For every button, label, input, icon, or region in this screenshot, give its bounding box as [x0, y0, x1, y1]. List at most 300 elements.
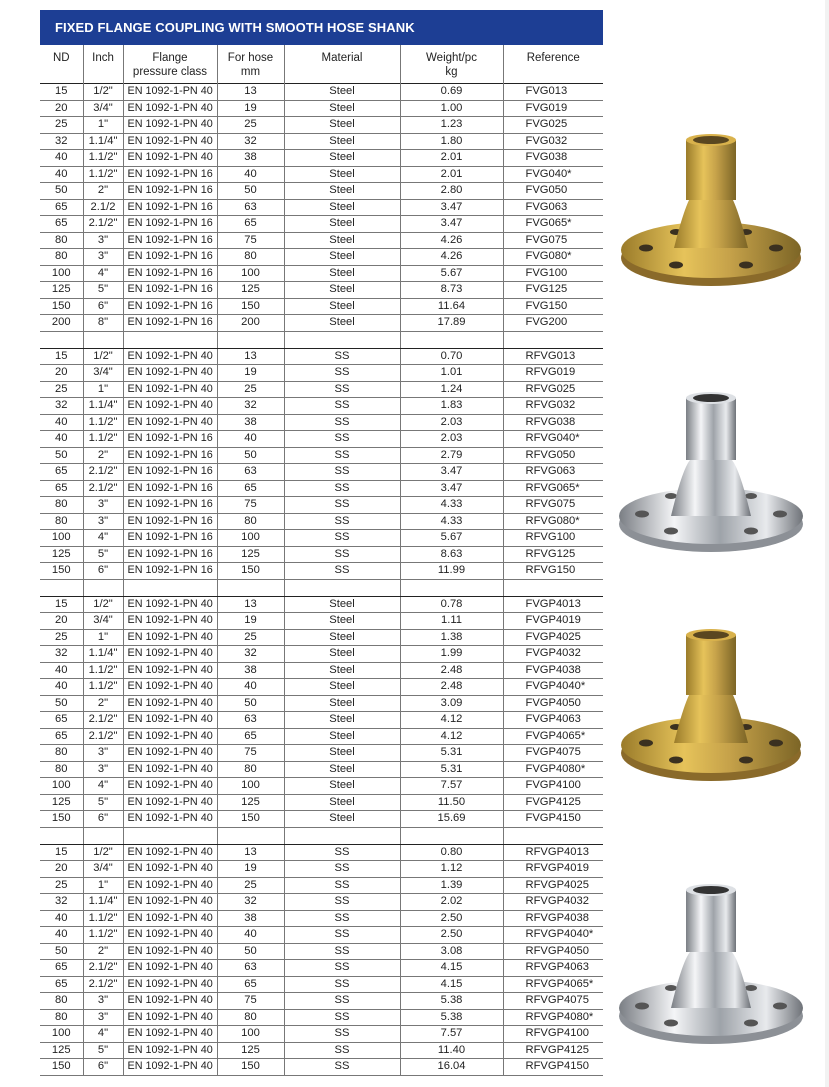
separator-cell	[83, 827, 123, 844]
inch-cell: 1.1/2"	[83, 414, 123, 431]
separator-cell	[217, 579, 284, 596]
weight-cell: 1.83	[400, 398, 503, 415]
separator-cell	[284, 331, 400, 348]
weight-cell: 4.26	[400, 249, 503, 266]
reference-cell: RFVGP4038	[503, 910, 603, 927]
hose-size-cell: 50	[217, 943, 284, 960]
flange-class-cell: EN 1092-1-PN 40	[123, 960, 217, 977]
zinc-plated-coupling-image-1	[616, 130, 806, 300]
reference-cell: FVG050	[503, 183, 603, 200]
hose-size-cell: 19	[217, 861, 284, 878]
nd-cell: 50	[40, 447, 83, 464]
material-cell: SS	[284, 927, 400, 944]
col-header-flange: Flange pressure class	[123, 45, 217, 84]
nd-cell: 100	[40, 265, 83, 282]
separator-cell	[503, 579, 603, 596]
table-row	[40, 778, 603, 795]
hose-size-cell: 50	[217, 183, 284, 200]
hose-size-cell: 63	[217, 960, 284, 977]
table-row	[40, 84, 603, 101]
material-cell: SS	[284, 530, 400, 547]
table-row	[40, 646, 603, 663]
weight-cell: 4.15	[400, 960, 503, 977]
table-row	[40, 497, 603, 514]
material-cell: SS	[284, 910, 400, 927]
hose-size-cell: 150	[217, 811, 284, 828]
flange-class-cell: EN 1092-1-PN 40	[123, 1059, 217, 1076]
material-cell: Steel	[284, 133, 400, 150]
material-cell: SS	[284, 1009, 400, 1026]
hose-size-cell: 125	[217, 546, 284, 563]
separator-cell	[83, 331, 123, 348]
nd-cell: 32	[40, 133, 83, 150]
weight-cell: 2.48	[400, 662, 503, 679]
nd-cell: 80	[40, 513, 83, 530]
table-row	[40, 183, 603, 200]
inch-cell: 6"	[83, 298, 123, 315]
material-cell: SS	[284, 1026, 400, 1043]
weight-cell: 1.11	[400, 613, 503, 630]
material-cell: Steel	[284, 695, 400, 712]
nd-cell: 32	[40, 894, 83, 911]
flange-class-cell: EN 1092-1-PN 40	[123, 811, 217, 828]
inch-cell: 1"	[83, 629, 123, 646]
weight-cell: 1.39	[400, 877, 503, 894]
flange-class-cell: EN 1092-1-PN 40	[123, 976, 217, 993]
flange-class-cell: EN 1092-1-PN 16	[123, 563, 217, 580]
separator-cell	[503, 331, 603, 348]
material-cell: Steel	[284, 662, 400, 679]
hose-size-cell: 80	[217, 249, 284, 266]
inch-cell: 2"	[83, 447, 123, 464]
hose-size-cell: 13	[217, 596, 284, 613]
nd-cell: 20	[40, 100, 83, 117]
hose-size-cell: 25	[217, 381, 284, 398]
material-cell: Steel	[284, 679, 400, 696]
hose-size-cell: 25	[217, 117, 284, 134]
inch-cell: 3/4"	[83, 613, 123, 630]
inch-cell: 6"	[83, 563, 123, 580]
inch-cell: 3"	[83, 249, 123, 266]
material-cell: Steel	[284, 100, 400, 117]
flange-class-cell: EN 1092-1-PN 40	[123, 348, 217, 365]
material-cell: Steel	[284, 298, 400, 315]
material-cell: Steel	[284, 315, 400, 332]
flange-class-cell: EN 1092-1-PN 40	[123, 100, 217, 117]
inch-cell: 3/4"	[83, 861, 123, 878]
weight-cell: 1.99	[400, 646, 503, 663]
reference-cell: RFVGP4100	[503, 1026, 603, 1043]
inch-cell: 4"	[83, 778, 123, 795]
separator-cell	[40, 827, 83, 844]
material-cell: SS	[284, 1042, 400, 1059]
inch-cell: 1.1/4"	[83, 894, 123, 911]
hose-size-cell: 125	[217, 1042, 284, 1059]
flange-class-cell: EN 1092-1-PN 16	[123, 216, 217, 233]
flange-class-cell: EN 1092-1-PN 40	[123, 596, 217, 613]
material-cell: SS	[284, 877, 400, 894]
hose-size-cell: 63	[217, 199, 284, 216]
nd-cell: 25	[40, 117, 83, 134]
nd-cell: 40	[40, 150, 83, 167]
hose-size-cell: 100	[217, 1026, 284, 1043]
material-cell: Steel	[284, 150, 400, 167]
weight-cell: 1.01	[400, 365, 503, 382]
reference-cell: FVGP4019	[503, 613, 603, 630]
flange-class-cell: EN 1092-1-PN 40	[123, 365, 217, 382]
weight-cell: 1.24	[400, 381, 503, 398]
inch-cell: 1.1/2"	[83, 150, 123, 167]
table-row	[40, 431, 603, 448]
page-edge	[825, 0, 829, 1087]
flange-class-cell: EN 1092-1-PN 40	[123, 613, 217, 630]
table-row	[40, 613, 603, 630]
weight-cell: 3.47	[400, 199, 503, 216]
inch-cell: 5"	[83, 282, 123, 299]
col-header-nd: ND	[52, 52, 70, 64]
reference-cell: FVGP4150	[503, 811, 603, 828]
inch-cell: 1.1/2"	[83, 910, 123, 927]
material-cell: SS	[284, 497, 400, 514]
nd-cell: 40	[40, 910, 83, 927]
hose-size-cell: 200	[217, 315, 284, 332]
weight-cell: 15.69	[400, 811, 503, 828]
weight-cell: 5.31	[400, 745, 503, 762]
reference-cell: FVG025	[503, 117, 603, 134]
material-cell: Steel	[284, 712, 400, 729]
flange-class-cell: EN 1092-1-PN 40	[123, 861, 217, 878]
nd-cell: 80	[40, 745, 83, 762]
flange-class-cell: EN 1092-1-PN 16	[123, 431, 217, 448]
material-cell: Steel	[284, 811, 400, 828]
inch-cell: 1.1/2"	[83, 431, 123, 448]
hose-size-cell: 13	[217, 348, 284, 365]
nd-cell: 125	[40, 546, 83, 563]
separator-cell	[503, 827, 603, 844]
inch-cell: 1"	[83, 877, 123, 894]
weight-cell: 16.04	[400, 1059, 503, 1076]
nd-cell: 125	[40, 794, 83, 811]
hose-size-cell: 100	[217, 530, 284, 547]
flange-class-cell: EN 1092-1-PN 16	[123, 447, 217, 464]
flange-class-cell: EN 1092-1-PN 40	[123, 695, 217, 712]
nd-cell: 150	[40, 1059, 83, 1076]
reference-cell: FVG065*	[503, 216, 603, 233]
separator-cell	[284, 827, 400, 844]
weight-cell: 2.48	[400, 679, 503, 696]
table-row	[40, 199, 603, 216]
weight-cell: 5.67	[400, 530, 503, 547]
nd-cell: 15	[40, 844, 83, 861]
nd-cell: 150	[40, 298, 83, 315]
reference-cell: RFVGP4063	[503, 960, 603, 977]
material-cell: SS	[284, 563, 400, 580]
table-row	[40, 861, 603, 878]
hose-size-cell: 75	[217, 745, 284, 762]
weight-cell: 0.70	[400, 348, 503, 365]
hose-size-cell: 65	[217, 728, 284, 745]
reference-cell: FVG019	[503, 100, 603, 117]
material-cell: Steel	[284, 778, 400, 795]
inch-cell: 1.1/2"	[83, 662, 123, 679]
hose-size-cell: 38	[217, 910, 284, 927]
hose-size-cell: 50	[217, 447, 284, 464]
flange-class-cell: EN 1092-1-PN 40	[123, 1009, 217, 1026]
table-row	[40, 679, 603, 696]
weight-cell: 17.89	[400, 315, 503, 332]
flange-class-cell: EN 1092-1-PN 40	[123, 927, 217, 944]
table-row	[40, 1059, 603, 1076]
reference-cell: RFVG032	[503, 398, 603, 415]
material-cell: Steel	[284, 117, 400, 134]
weight-cell: 1.80	[400, 133, 503, 150]
weight-cell: 1.23	[400, 117, 503, 134]
nd-cell: 65	[40, 712, 83, 729]
group-separator	[40, 579, 603, 596]
material-cell: Steel	[284, 216, 400, 233]
reference-cell: FVG075	[503, 232, 603, 249]
hose-size-cell: 65	[217, 976, 284, 993]
reference-cell: FVG038	[503, 150, 603, 167]
hose-size-cell: 40	[217, 431, 284, 448]
flange-class-cell: EN 1092-1-PN 40	[123, 1026, 217, 1043]
reference-cell: RFVG150	[503, 563, 603, 580]
hose-size-cell: 32	[217, 133, 284, 150]
reference-cell: RFVG050	[503, 447, 603, 464]
weight-cell: 2.50	[400, 927, 503, 944]
weight-cell: 0.69	[400, 84, 503, 101]
weight-cell: 1.38	[400, 629, 503, 646]
weight-cell: 3.09	[400, 695, 503, 712]
hose-size-cell: 32	[217, 894, 284, 911]
table-row	[40, 761, 603, 778]
inch-cell: 6"	[83, 811, 123, 828]
inch-cell: 5"	[83, 794, 123, 811]
reference-cell: RFVGP4032	[503, 894, 603, 911]
material-cell: SS	[284, 365, 400, 382]
weight-cell: 8.63	[400, 546, 503, 563]
reference-cell: RFVGP4025	[503, 877, 603, 894]
material-cell: Steel	[284, 183, 400, 200]
weight-cell: 3.47	[400, 464, 503, 481]
hose-size-cell: 13	[217, 844, 284, 861]
flange-class-cell: EN 1092-1-PN 40	[123, 117, 217, 134]
weight-cell: 5.38	[400, 1009, 503, 1026]
hose-size-cell: 80	[217, 513, 284, 530]
table-row	[40, 133, 603, 150]
inch-cell: 3"	[83, 1009, 123, 1026]
material-cell: Steel	[284, 282, 400, 299]
inch-cell: 2.1/2"	[83, 712, 123, 729]
inch-cell: 2"	[83, 695, 123, 712]
table-row	[40, 1009, 603, 1026]
material-cell: Steel	[284, 613, 400, 630]
table-row	[40, 265, 603, 282]
table-row	[40, 1042, 603, 1059]
weight-cell: 3.08	[400, 943, 503, 960]
separator-cell	[123, 827, 217, 844]
inch-cell: 3"	[83, 993, 123, 1010]
flange-class-cell: EN 1092-1-PN 40	[123, 728, 217, 745]
weight-cell: 5.38	[400, 993, 503, 1010]
reference-cell: FVGP4050	[503, 695, 603, 712]
col-header-reference: Reference	[503, 45, 603, 84]
material-cell: Steel	[284, 745, 400, 762]
nd-cell: 100	[40, 530, 83, 547]
weight-cell: 11.40	[400, 1042, 503, 1059]
inch-cell: 1/2"	[83, 844, 123, 861]
weight-cell: 5.31	[400, 761, 503, 778]
weight-cell: 2.03	[400, 431, 503, 448]
hose-size-cell: 100	[217, 778, 284, 795]
reference-cell: FVGP4032	[503, 646, 603, 663]
reference-cell: FVG063	[503, 199, 603, 216]
weight-cell: 2.79	[400, 447, 503, 464]
separator-cell	[123, 331, 217, 348]
hose-size-cell: 19	[217, 365, 284, 382]
hose-size-cell: 40	[217, 166, 284, 183]
reference-cell: RFVGP4075	[503, 993, 603, 1010]
hose-size-cell: 38	[217, 150, 284, 167]
inch-cell: 3/4"	[83, 365, 123, 382]
material-cell: SS	[284, 943, 400, 960]
table-row	[40, 712, 603, 729]
nd-cell: 25	[40, 877, 83, 894]
col-header-hose: For hose mm	[217, 45, 284, 84]
hose-size-cell: 40	[217, 927, 284, 944]
inch-cell: 1/2"	[83, 596, 123, 613]
table-row	[40, 811, 603, 828]
reference-cell: RFVG025	[503, 381, 603, 398]
material-cell: SS	[284, 431, 400, 448]
material-cell: Steel	[284, 794, 400, 811]
hose-size-cell: 38	[217, 414, 284, 431]
hose-size-cell: 125	[217, 282, 284, 299]
reference-cell: FVG032	[503, 133, 603, 150]
nd-cell: 100	[40, 778, 83, 795]
hose-size-cell: 100	[217, 265, 284, 282]
material-cell: Steel	[284, 84, 400, 101]
material-cell: SS	[284, 381, 400, 398]
spec-table	[40, 45, 603, 1076]
nd-cell: 40	[40, 927, 83, 944]
material-cell: SS	[284, 546, 400, 563]
material-cell: Steel	[284, 646, 400, 663]
reference-cell: RFVGP4013	[503, 844, 603, 861]
reference-cell: RFVG065*	[503, 480, 603, 497]
reference-cell: FVGP4065*	[503, 728, 603, 745]
weight-cell: 2.01	[400, 166, 503, 183]
reference-cell: FVGP4063	[503, 712, 603, 729]
table-row	[40, 976, 603, 993]
weight-cell: 4.12	[400, 728, 503, 745]
material-cell: Steel	[284, 265, 400, 282]
separator-cell	[217, 827, 284, 844]
zinc-plated-coupling-image-2	[616, 625, 806, 795]
reference-cell: FVGP4080*	[503, 761, 603, 778]
nd-cell: 150	[40, 811, 83, 828]
flange-class-cell: EN 1092-1-PN 40	[123, 910, 217, 927]
table-row	[40, 447, 603, 464]
weight-cell: 7.57	[400, 1026, 503, 1043]
weight-cell: 1.12	[400, 861, 503, 878]
table-row	[40, 513, 603, 530]
table-row	[40, 662, 603, 679]
header-row	[40, 45, 603, 84]
nd-cell: 40	[40, 414, 83, 431]
nd-cell: 40	[40, 662, 83, 679]
weight-cell: 8.73	[400, 282, 503, 299]
inch-cell: 3"	[83, 497, 123, 514]
table-row	[40, 232, 603, 249]
nd-cell: 40	[40, 166, 83, 183]
flange-class-cell: EN 1092-1-PN 40	[123, 778, 217, 795]
material-cell: SS	[284, 398, 400, 415]
flange-class-cell: EN 1092-1-PN 16	[123, 546, 217, 563]
hose-size-cell: 19	[217, 100, 284, 117]
nd-cell: 40	[40, 679, 83, 696]
material-cell: SS	[284, 894, 400, 911]
hose-size-cell: 75	[217, 232, 284, 249]
reference-cell: RFVG040*	[503, 431, 603, 448]
reference-cell: FVG100	[503, 265, 603, 282]
hose-size-cell: 150	[217, 563, 284, 580]
nd-cell: 80	[40, 993, 83, 1010]
weight-cell: 0.78	[400, 596, 503, 613]
reference-cell: FVG200	[503, 315, 603, 332]
table-row	[40, 530, 603, 547]
separator-cell	[40, 579, 83, 596]
hose-size-cell: 40	[217, 679, 284, 696]
reference-cell: FVG150	[503, 298, 603, 315]
material-cell: SS	[284, 513, 400, 530]
reference-cell: RFVGP4150	[503, 1059, 603, 1076]
flange-class-cell: EN 1092-1-PN 40	[123, 133, 217, 150]
table-row	[40, 480, 603, 497]
material-cell: SS	[284, 960, 400, 977]
hose-size-cell: 63	[217, 712, 284, 729]
material-cell: SS	[284, 1059, 400, 1076]
inch-cell: 1.1/4"	[83, 398, 123, 415]
table-row	[40, 398, 603, 415]
material-cell: Steel	[284, 761, 400, 778]
inch-cell: 5"	[83, 1042, 123, 1059]
material-cell: Steel	[284, 199, 400, 216]
nd-cell: 50	[40, 695, 83, 712]
reference-cell: FVGP4125	[503, 794, 603, 811]
flange-class-cell: EN 1092-1-PN 40	[123, 150, 217, 167]
nd-cell: 20	[40, 365, 83, 382]
reference-cell: RFVGP4040*	[503, 927, 603, 944]
inch-cell: 2"	[83, 183, 123, 200]
col-header-weight: Weight/pc kg	[400, 45, 503, 84]
nd-cell: 200	[40, 315, 83, 332]
reference-cell: FVGP4013	[503, 596, 603, 613]
inch-cell: 2"	[83, 943, 123, 960]
group-separator	[40, 827, 603, 844]
flange-class-cell: EN 1092-1-PN 16	[123, 497, 217, 514]
hose-size-cell: 65	[217, 216, 284, 233]
reference-cell: RFVG100	[503, 530, 603, 547]
flange-class-cell: EN 1092-1-PN 16	[123, 166, 217, 183]
table-row	[40, 794, 603, 811]
flange-class-cell: EN 1092-1-PN 16	[123, 183, 217, 200]
nd-cell: 65	[40, 960, 83, 977]
nd-cell: 65	[40, 216, 83, 233]
weight-cell: 1.00	[400, 100, 503, 117]
material-cell: SS	[284, 993, 400, 1010]
flange-class-cell: EN 1092-1-PN 40	[123, 712, 217, 729]
